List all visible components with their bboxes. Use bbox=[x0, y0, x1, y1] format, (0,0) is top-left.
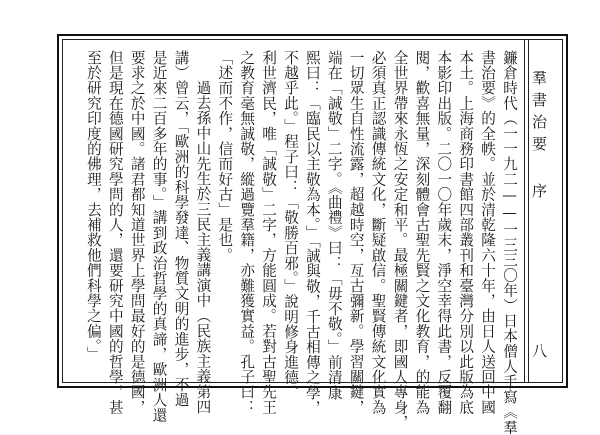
text-column: 鐮倉時代（一一九二——一三三〇年）日本僧人手寫《羣 bbox=[501, 50, 518, 435]
text-column: 本土。上海商務印書館四部叢刊和臺灣分別以此版為底 bbox=[457, 50, 475, 415]
text-column: 「述而不作，信而好古」是也。 bbox=[216, 50, 234, 263]
text-column: 過去孫中山先生於三民主義講演中（民族主義第四 bbox=[194, 80, 212, 415]
page-number: 八 bbox=[532, 342, 548, 360]
text-column: 講）曾云，「歐洲的科學發達、物質文明的進步，不過 bbox=[172, 50, 190, 408]
text-column: 至於研究印度的佛理，去補救他們科學之偏。」 bbox=[84, 50, 102, 362]
text-column: 但是現在德國研究學問的人，還要研究中國的哲學，甚 bbox=[106, 50, 124, 415]
text-column: 閱，歡喜無量，深刻體會古聖先賢之文化教育，的能為 bbox=[413, 50, 431, 415]
margin-divider-left bbox=[524, 39, 525, 383]
text-column: 端在「誠敬」二字。《曲禮》曰：「毋不敬。」前清康 bbox=[325, 50, 343, 401]
text-column: 一切眾生自性流露，超越時空，亙古彌新。學習關鍵， bbox=[347, 50, 365, 415]
text-column: 是近來二百多年的事。」講到政治哲學的真諦，歐洲人還 bbox=[150, 50, 168, 423]
text-column: 熙曰：「臨民以主敬為本。」「誠與敬，千古相傳之學， bbox=[303, 50, 321, 416]
text-column: 不越乎此。」程子曰：「敬勝百邪。」說明修身進德、 bbox=[282, 50, 299, 401]
text-column: 書治要》的全帙。並於清乾隆六十年，由日人送回中國 bbox=[479, 50, 497, 415]
text-column: 要求之於中國。諸君都知道世界上學問最好的是德國， bbox=[128, 50, 146, 415]
text-column: 本影印出版。二〇一〇年歲末，淨空幸得此書，反覆翻 bbox=[435, 50, 453, 415]
running-title: 羣書治要 序 bbox=[530, 70, 548, 205]
text-column: 必須真正認識傳統文化，斷疑啟信。聖賢傳統文化實為 bbox=[369, 50, 387, 415]
text-column: 之教育毫無誠敬，縱過覽羣籍，亦難獲實益。孔子曰： bbox=[238, 50, 256, 415]
text-column: 全世界帶來永恆之安定和平。最極關鍵者，即國人專身， bbox=[391, 50, 409, 430]
margin-divider-right bbox=[528, 39, 529, 383]
text-column: 利世濟民，唯「誠敬」二字，方能圓成。若對古聖先王 bbox=[260, 50, 278, 415]
